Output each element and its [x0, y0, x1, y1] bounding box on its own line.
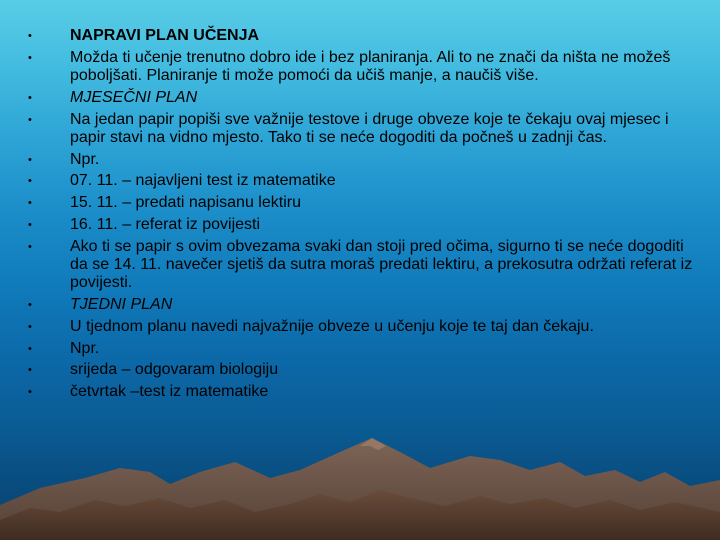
bullet-text: 15. 11. – predati napisanu lektiru	[70, 194, 301, 212]
bullet-text: Npr.	[70, 339, 100, 357]
bullet-text: Ako ti se papir s ovim obvezama svaki dan stoji pred očima, sigurno ti se neće dogoditi da se 14. 11. navečer sjetiš da sutra moraš predati lektiru, a prekosutra održati referat iz povijesti.	[70, 237, 693, 292]
bullet-list	[28, 27, 698, 401]
bullet-item	[28, 361, 698, 379]
bullet-item	[28, 151, 698, 169]
bullet-item	[28, 172, 698, 190]
bullet-item	[28, 296, 698, 314]
bullet-item	[28, 194, 698, 212]
bullet-item	[28, 111, 698, 147]
bullet-text: Možda ti učenje trenutno dobro ide i bez planiranja. Ali to ne znači da ništa ne možeš poboljšati. Planiranje ti može pomoći da učiš manje, a naučiš više.	[70, 48, 671, 84]
bullet-item	[28, 89, 698, 107]
bullet-text: srijeda – odgovaram biologiju	[70, 361, 279, 379]
bullet-text: Na jedan papir popiši sve važnije testove i druge obveze koje te čekaju ovaj mjesec i papir stavi na vidno mjesto. Tako ti se neće dogoditi da počneš u zadnji čas.	[70, 110, 669, 146]
bullet-text: četvrtak –test iz matematike	[70, 383, 269, 401]
bullet-text: NAPRAVI PLAN UČENJA	[70, 27, 260, 44]
bullet-item	[28, 383, 698, 401]
bullet-item	[28, 238, 698, 293]
bullet-item	[28, 340, 698, 358]
bullet-text: MJESEČNI PLAN	[70, 88, 198, 106]
bullet-item	[28, 27, 698, 45]
bullet-text: TJEDNI PLAN	[70, 295, 173, 313]
bullet-text: 07. 11. – najavljeni test iz matematike	[70, 172, 336, 190]
bullet-item	[28, 318, 698, 336]
bullet-text: U tjednom planu navedi najvažnije obveze u učenju koje te taj dan čekaju.	[70, 317, 594, 335]
bullet-text: 16. 11. – referat iz povijesti	[70, 215, 261, 233]
bullet-item	[28, 216, 698, 234]
bullet-item	[28, 49, 698, 85]
bullet-text: Npr.	[70, 150, 100, 168]
